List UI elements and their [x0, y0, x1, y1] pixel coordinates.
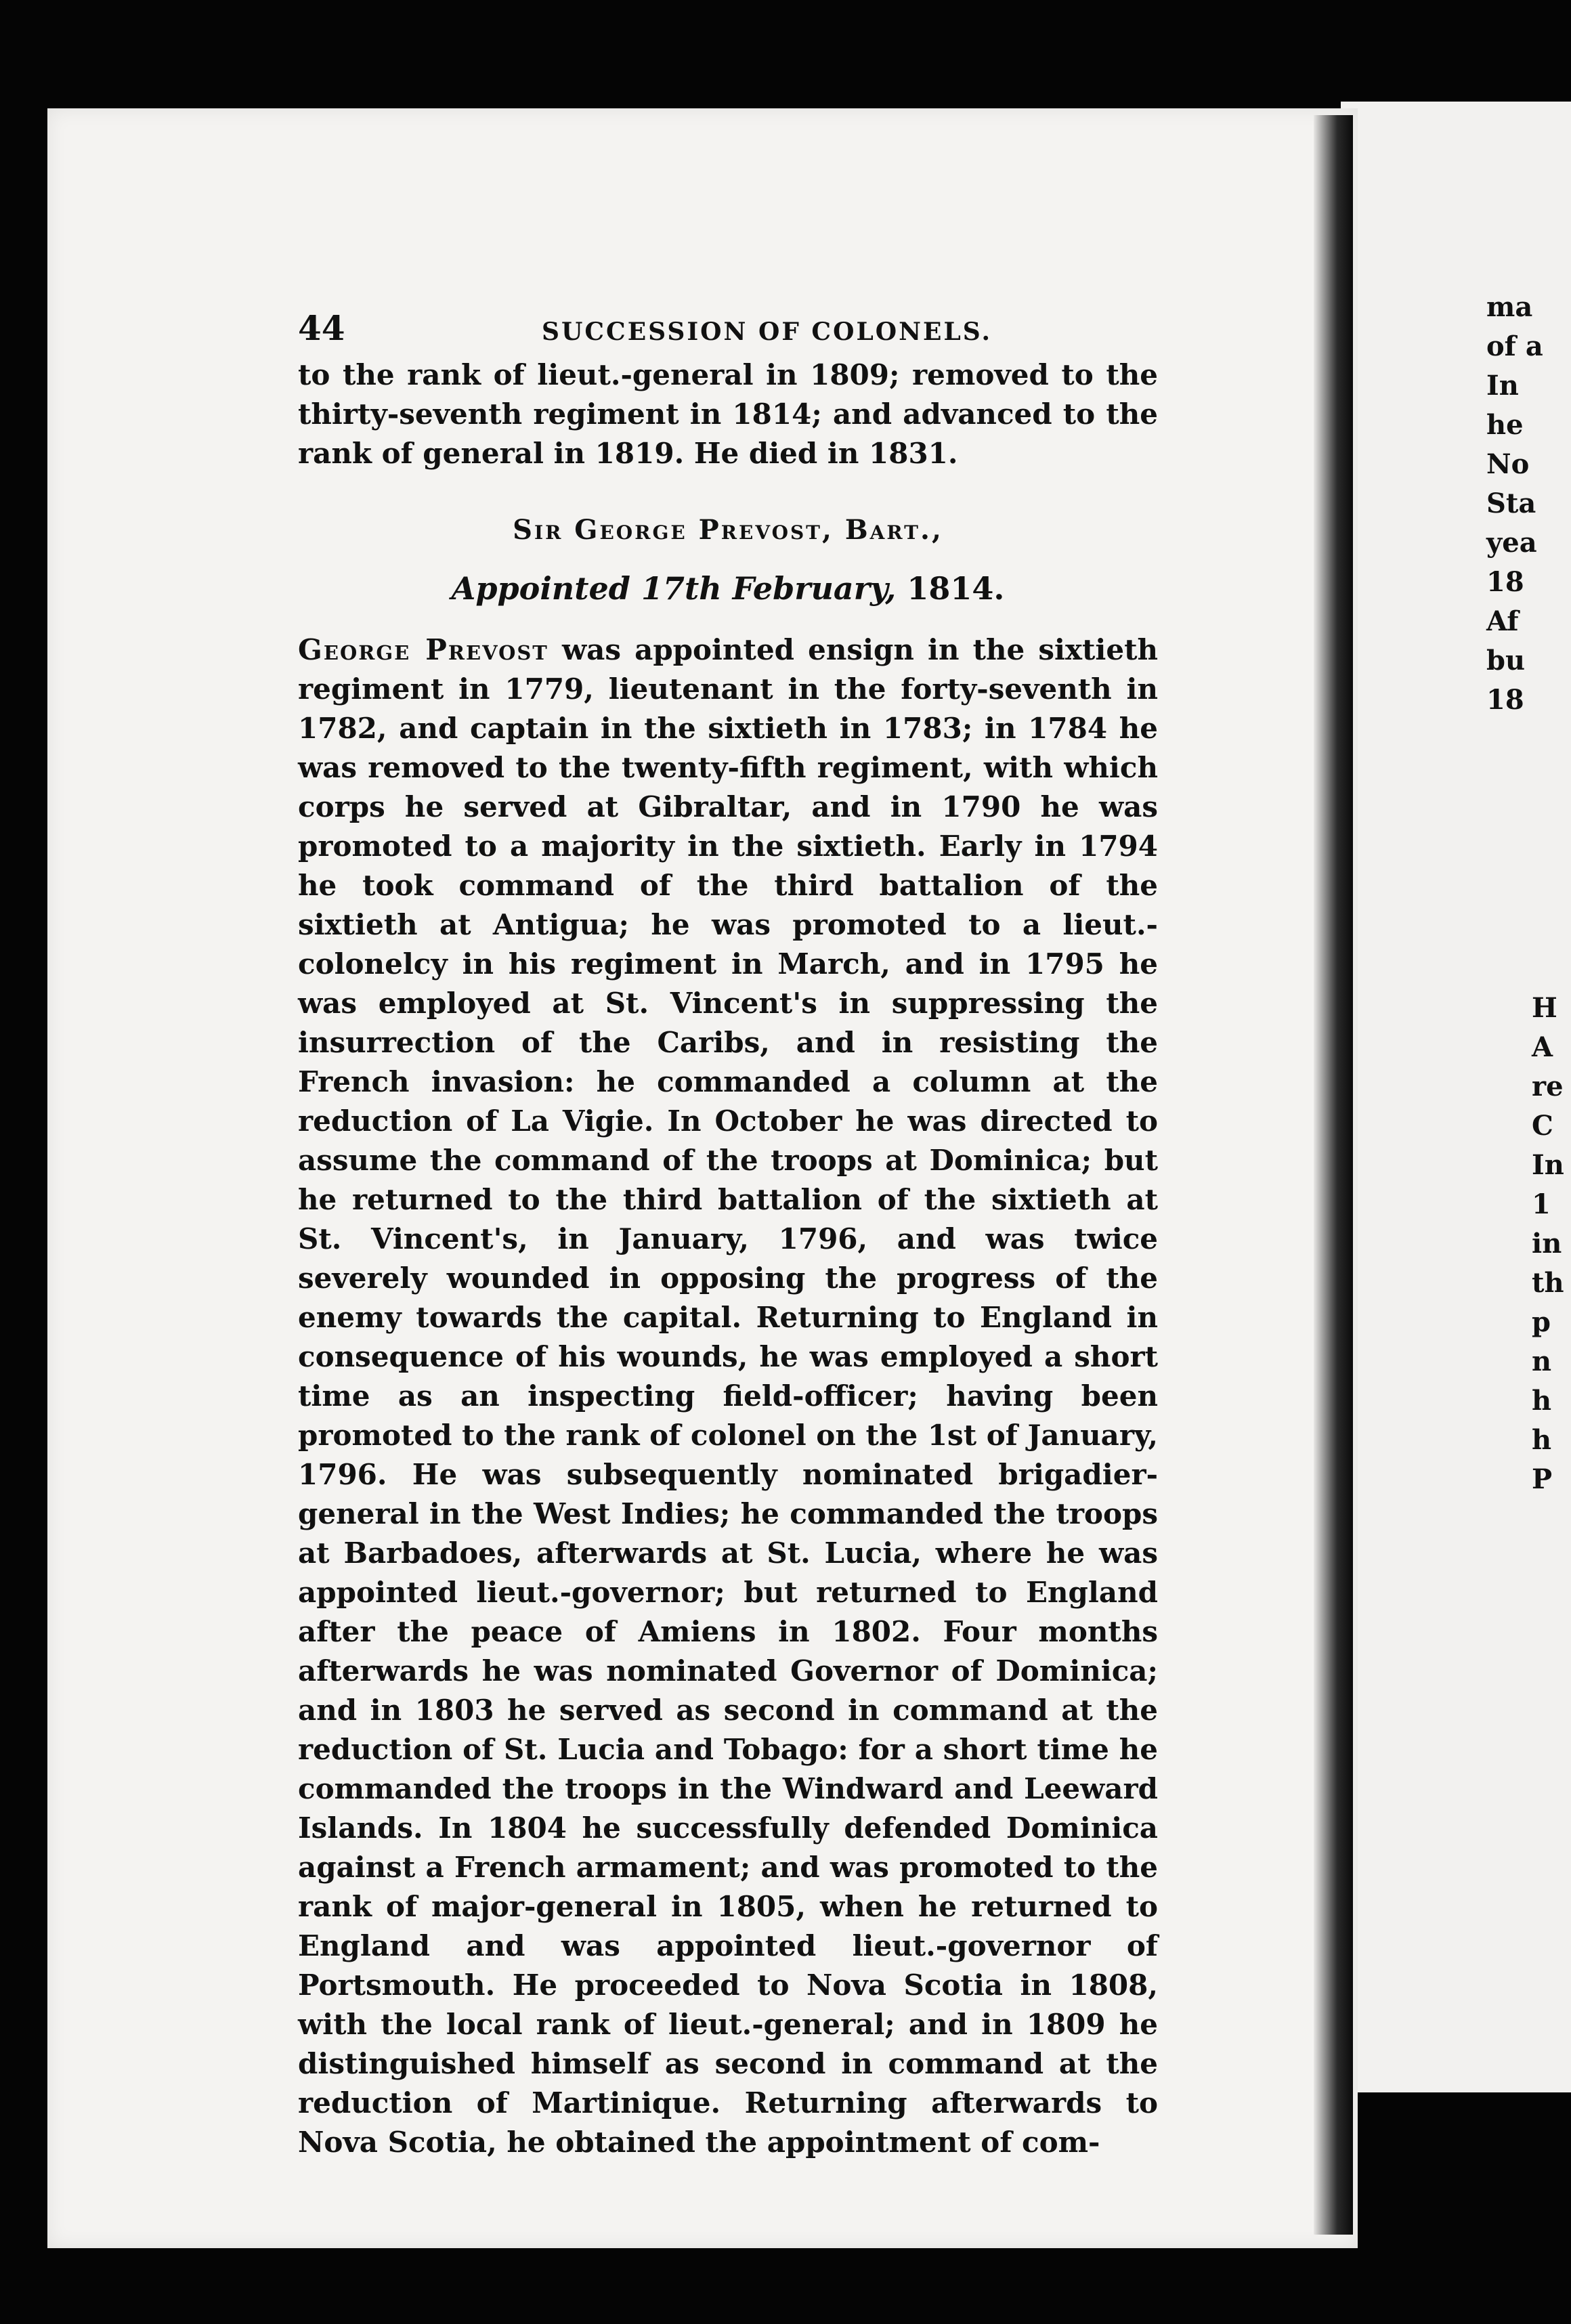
- fragment: bu: [1486, 645, 1526, 676]
- fragment: Af: [1486, 605, 1519, 637]
- fragment: h: [1532, 1424, 1552, 1456]
- fragment: In: [1532, 1149, 1564, 1181]
- running-head-title: SUCCESSION OF COLONELS.: [542, 318, 993, 346]
- facing-page-text-top: [1486, 288, 1561, 720]
- fragment: h: [1532, 1385, 1552, 1417]
- fragment: No: [1486, 448, 1530, 480]
- appointed-date: 17th February,: [641, 570, 897, 607]
- continued-paragraph: to the rank of lieut.-general in 1809; removed to the thirty-seventh regiment in 1814; and advanced to the rank of general in 1819. He died in 1831.: [298, 358, 1158, 470]
- fragment: 18: [1486, 566, 1524, 598]
- fragment: in: [1532, 1228, 1562, 1260]
- page-text: [298, 308, 1158, 2162]
- appointed-year: 1814.: [907, 570, 1005, 607]
- fragment: H: [1532, 992, 1557, 1024]
- fragment: of a: [1486, 330, 1543, 362]
- fragment: he: [1486, 409, 1524, 441]
- lead-name: George Prevost: [298, 633, 548, 666]
- fragment: C: [1532, 1110, 1553, 1142]
- page-number: 44: [298, 308, 345, 348]
- fragment: n: [1532, 1346, 1552, 1377]
- appointed-label: Appointed: [451, 570, 630, 607]
- running-header: [298, 308, 1158, 356]
- biography-paragraph: [298, 630, 1158, 2162]
- fragment: Sta: [1486, 488, 1536, 519]
- page-gutter: [1314, 115, 1353, 2235]
- fragment: A: [1532, 1031, 1553, 1063]
- biography-body: was appointed ensign in the sixtieth regiment in 1779, lieutenant in the forty-seventh in 1782, and captain in the sixtieth in 1783; in 1784 he was removed to the twenty-fifth regiment, with which corps he served at Gibraltar, and in 1790 he was promoted to a majority in the sixtieth. Early in 1794 he took command of the third battalion of the sixtieth at Antigua; he was promoted to a lieut.-colonelcy in his regiment in March, and in 1795 he was employed at St. Vincent's in suppressing the insurrection of the Caribs, and in resisting the French invasion: he commanded a column at the reduction of La Vigie. In October he was directed to assume the command of the troops at Dominica; but he returned to the third battalion of the sixtieth at St. Vincent's, in January, 1796, and was twice severely wounded in opposing the progress of the enemy towards the capital. Returning to England in consequence of his wounds, he was employed a short time as an inspecting field-officer; having been promoted to the rank of colonel on the 1st of January, 1796. He was subsequently nominated brigadier-general in the West Indies; he commanded the troops at Barbadoes, afterwards at St. Lucia, where he was appointed lieut.-governor; but returned to England after the peace of Amiens in 1802. Four months afterwards he was nominated Governor of Dominica; and in 1803 he served as second in command at the reduction of St. Lucia and Tobago: for a short time he commanded the troops in the Windward and Leeward Islands. In 1804 he successfully defended Dominica against a French armament; and was promoted to the rank of major-general in 1805, when he returned to England and was appointed lieut.-governor of Portsmouth. He proceeded to Nova Scotia in 1808, with the local rank of lieut.-general; and in 1809 he distinguished himself as second in command at the reduction of Martinique. Returning afterwards to Nova Scotia, he obtained the appointment of com-: [298, 633, 1159, 2159]
- fragment: P: [1532, 1463, 1553, 1495]
- fragment: yea: [1486, 527, 1537, 559]
- fragment: In: [1486, 370, 1519, 402]
- appointment-line: [298, 567, 1158, 610]
- fragment: 18: [1486, 684, 1524, 716]
- fragment: th: [1532, 1267, 1564, 1299]
- entry-heading: Sir George Prevost, Bart.,: [513, 514, 943, 546]
- fragment: p: [1532, 1306, 1551, 1338]
- fragment: ma: [1486, 291, 1533, 323]
- fragment: re: [1532, 1071, 1564, 1102]
- facing-page-text-bottom: [1532, 989, 1566, 1499]
- fragment: 1: [1532, 1188, 1551, 1220]
